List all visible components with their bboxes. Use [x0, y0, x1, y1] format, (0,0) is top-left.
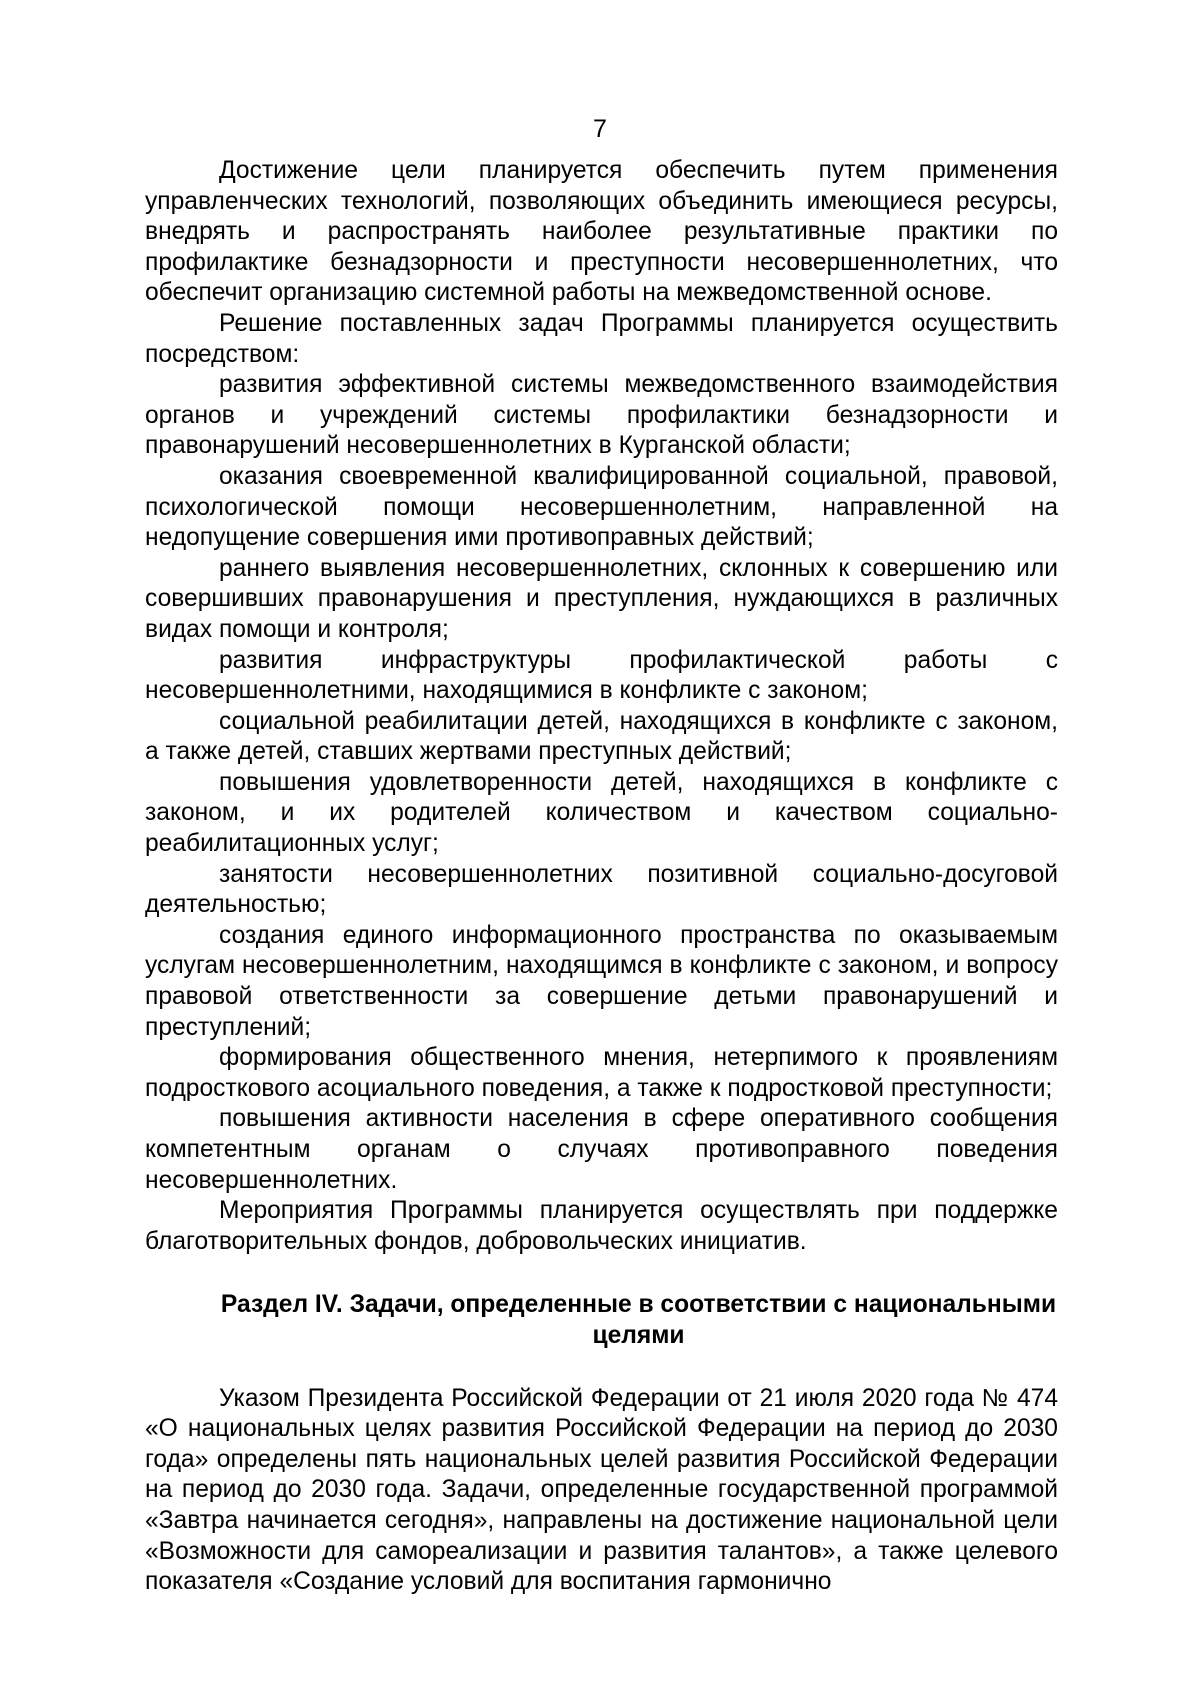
- paragraph: Решение поставленных задач Программы планируется осуществить посредством:: [145, 309, 1058, 368]
- list-item: повышения активности населения в сфере оперативного сообщения компетентным органам о случаях противоправного поведения несовершеннолетних.: [145, 1105, 1058, 1194]
- list-item: развития инфраструктуры профилактической работы с несовершеннолетними, находящимися в конфликте с законом;: [145, 646, 1058, 705]
- page-body: [145, 156, 1058, 1598]
- list-item: социальной реабилитации детей, находящихся в конфликте с законом, а также детей, ставших жертвами преступных действий;: [145, 707, 1058, 766]
- list-item: оказания своевременной квалифицированной социальной, правовой, психологической помощи несовершеннолетним, направленной на недопущение совершения ими противоправных действий;: [145, 462, 1058, 552]
- page-number: 7: [593, 115, 607, 143]
- list-item: развития эффективной системы межведомственного взаимодействия органов и учреждений системы профилактики безнадзорности и правонарушений несовершеннолетних в Курганской области;: [145, 371, 1058, 460]
- list-item: раннего выявления несовершеннолетних, склонных к совершению или совершивших правонарушения и преступления, нуждающихся в различных видах помощи и контроля;: [145, 554, 1058, 643]
- paragraph: Указом Президента Российской Федерации от 21 июля 2020 года № 474 «О национальных целях развития Российской Федерации на период до 2030 года» определены пять национальных целей развития Российской Федерации на период до 2030 года. Задачи, определенные государственной программой «Завтра начинается сегодня», направлены на достижение национальной цели «Возможности для самореализации и развития талантов», а также целевого показателя «Создание условий для воспитания гармонично: [145, 1384, 1058, 1596]
- list-item: создания единого информационного пространства по оказываемым услугам несовершеннолетним, находящимся в конфликте с законом, и вопросу правовой ответственности за совершение детьми правонарушений и преступлений;: [145, 921, 1058, 1041]
- paragraph: Достижение цели планируется обеспечить путем применения управленческих технологий, позволяющих объединить имеющиеся ресурсы, внедрять и распространять наиболее результативные практики по профилактике безнадзорности и преступности несовершеннолетних, что обеспечит организацию системной работы на межведомственной основе.: [145, 157, 1058, 307]
- list-item: повышения удовлетворенности детей, находящихся в конфликте с законом, и их родителей количеством и качеством социально-реабилитационных услуг;: [145, 768, 1058, 858]
- list-item: формирования общественного мнения, нетерпимого к проявлениям подросткового асоциального поведения, а также к подростковой преступности;: [145, 1044, 1058, 1102]
- section-heading: Раздел IV. Задачи, определенные в соответствии с национальными целями: [220, 1291, 1057, 1349]
- paragraph: Мероприятия Программы планируется осуществлять при поддержке благотворительных фондов, добровольческих инициатив.: [145, 1197, 1058, 1255]
- list-item: занятости несовершеннолетних позитивной социально-досуговой деятельностью;: [145, 860, 1058, 919]
